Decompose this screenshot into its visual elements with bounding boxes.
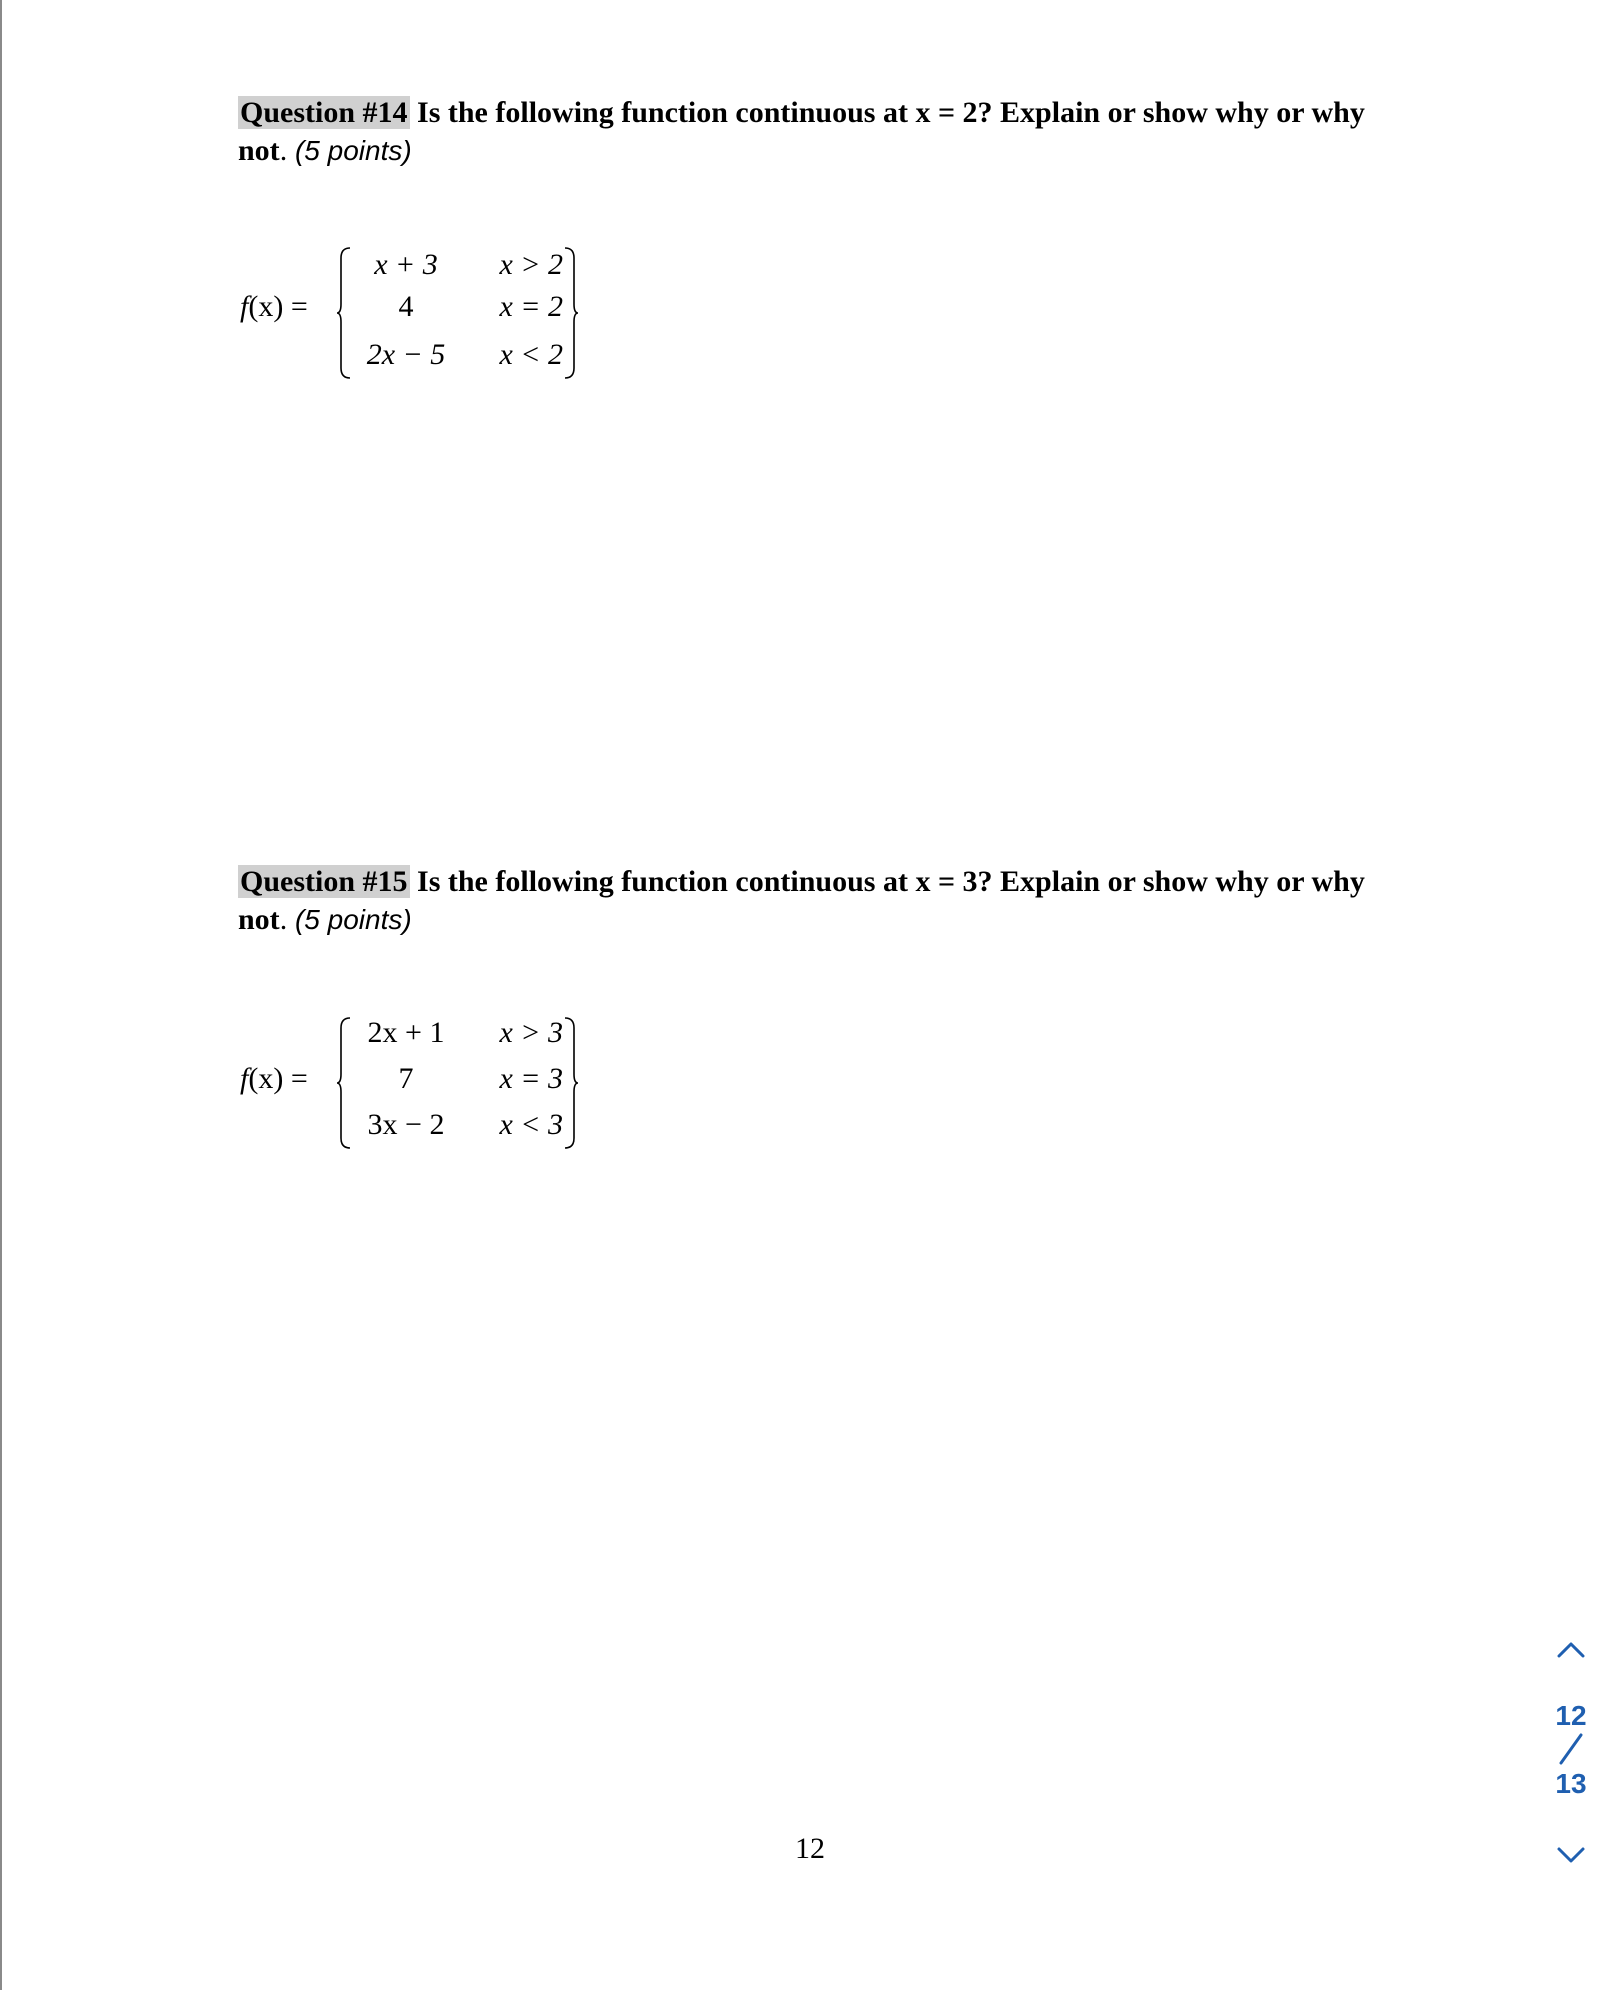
question-number: Question #15 — [240, 865, 408, 898]
left-brace — [337, 246, 351, 380]
right-brace — [564, 246, 578, 380]
question-15 — [238, 863, 1388, 939]
function-label: f(x) = — [240, 290, 308, 323]
page-edge — [0, 0, 2, 1990]
function-label: f(x) = — [240, 1062, 308, 1095]
chevron-down-icon — [1556, 1845, 1586, 1865]
chevron-up-icon — [1556, 1639, 1586, 1659]
question-text: Is the following function continuous at x = 2? Explain or show why or why not — [238, 96, 1365, 167]
question-14 — [238, 94, 1388, 170]
question-period: . — [279, 903, 288, 936]
question-points: (5 points) — [287, 904, 412, 935]
question-text: Is the following function continuous at x = 3? Explain or show why or why not — [238, 865, 1365, 936]
case-expression: 3x − 2 — [367, 1108, 445, 1141]
page-number: 12 — [795, 1832, 825, 1865]
case-expression: x + 3 — [374, 248, 438, 281]
piecewise-function-14 — [238, 246, 638, 396]
piecewise-function-15 — [238, 1016, 638, 1166]
pager-total: 13 — [1555, 1768, 1587, 1799]
case-condition: x < 3 — [499, 1108, 563, 1141]
previous-page-button[interactable] — [1548, 1634, 1594, 1666]
next-page-button[interactable] — [1548, 1840, 1594, 1872]
case-condition: x = 2 — [499, 290, 563, 323]
pager-current: 12 — [1555, 1700, 1587, 1731]
case-expression: 7 — [398, 1062, 414, 1095]
question-period: . — [279, 134, 288, 167]
question-points: (5 points) — [287, 135, 412, 166]
case-expression: 2x − 5 — [366, 338, 446, 371]
case-condition: x = 3 — [499, 1062, 563, 1095]
pager-separator — [1548, 1732, 1594, 1768]
case-expression: 2x + 1 — [367, 1016, 445, 1049]
case-condition: x > 3 — [499, 1016, 563, 1049]
question-number: Question #14 — [240, 96, 408, 129]
left-brace — [337, 1016, 351, 1150]
case-condition: x < 2 — [499, 338, 563, 371]
right-brace — [564, 1016, 578, 1150]
case-expression: 4 — [398, 290, 414, 323]
case-condition: x > 2 — [499, 248, 563, 281]
